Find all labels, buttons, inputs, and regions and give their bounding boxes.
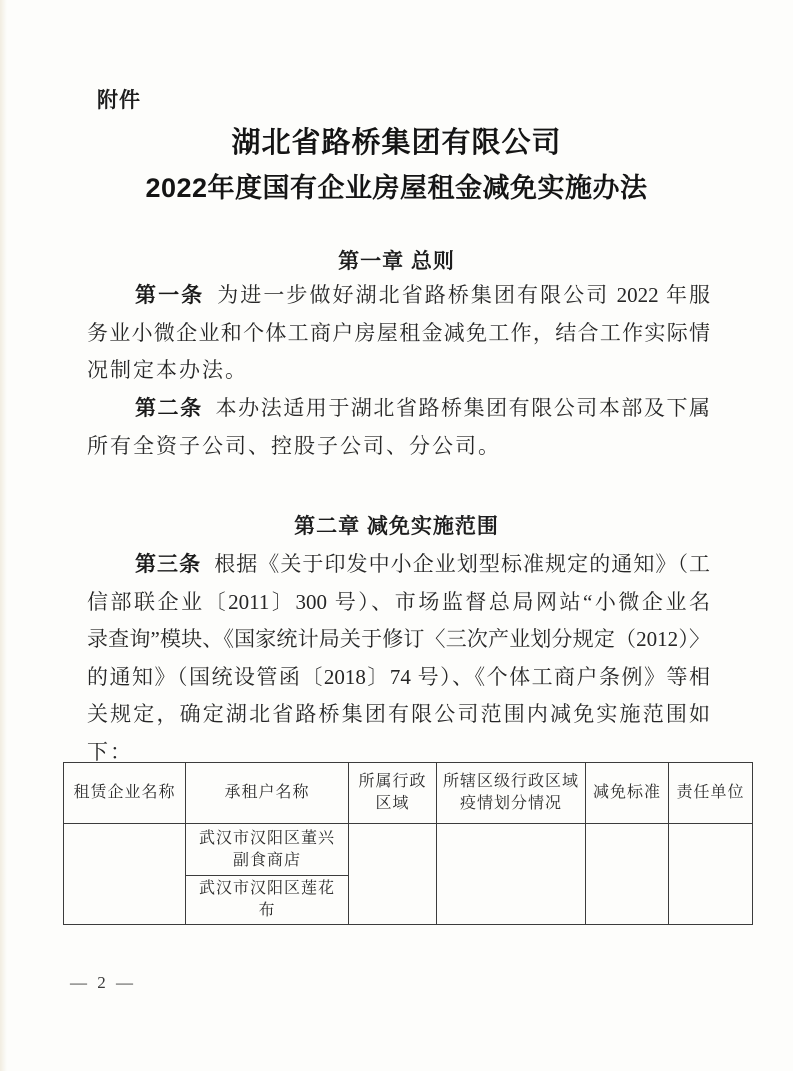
article-1-paragraph <box>87 277 710 390</box>
article-3-text: 根据《关于印发中小企业划型标准规定的通知》（工 <box>214 552 711 576</box>
chapter2-heading: 第二章 减免实施范围 <box>294 515 499 538</box>
reduction-scope-table <box>63 762 753 925</box>
article-1-line-3: 况制定本办法。 <box>87 358 248 382</box>
article-1-line-2: 务业小微企业和个体工商户房屋租金减免工作，结合工作实际情 <box>87 320 710 345</box>
article-3-line-2: 信部联企业〔2011〕300 号）、市场监督总局网站“小微企业名 <box>87 589 710 614</box>
page-number: — 2 — <box>70 973 136 992</box>
cell-tenant-name: 武汉市汉阳区莲花布 <box>186 876 349 925</box>
document-title-line1: 湖北省路桥集团有限公司 <box>231 127 562 159</box>
header-lessor-name: 租赁企业名称 <box>64 763 186 824</box>
article-2-term: 第二条 <box>135 397 203 420</box>
article-2-text: 本办法适用于湖北省路桥集团有限公司本部及下属 <box>215 396 710 420</box>
article-3-line-5: 关规定，确定湖北省路桥集团有限公司范围内减免实施范围如 <box>87 702 710 726</box>
article-3-line-3: 录查询”模块、《国家统计局关于修订〈三次产业划分规定（2012）〉 <box>87 627 710 651</box>
article-3-paragraph <box>87 546 710 771</box>
cell-admin-region-empty <box>349 824 437 925</box>
chapter1-heading: 第一章 总则 <box>338 250 455 273</box>
header-epidemic-zone: 所辖区级行政区域疫情划分情况 <box>437 763 586 824</box>
header-admin-region: 所属行政区域 <box>349 763 437 824</box>
header-responsible-unit: 责任单位 <box>669 763 753 824</box>
article-1-term: 第一条 <box>135 284 205 307</box>
article-3-term: 第三条 <box>135 553 202 576</box>
cell-epidemic-zone-empty <box>437 824 586 925</box>
attachment-label: 附件 <box>97 89 141 112</box>
article-2-line-2: 所有全资子公司、控股子公司、分公司。 <box>87 433 501 458</box>
table-header-row <box>64 763 753 824</box>
cell-lessor-name-empty <box>64 824 186 925</box>
document-title-line2: 2022年度国有企业房屋租金减免实施办法 <box>145 173 648 203</box>
cell-reduction-standard-empty <box>586 824 669 925</box>
article-1-line-1 <box>87 277 710 315</box>
cell-tenant-name: 武汉市汉阳区董兴副食商店 <box>186 824 349 876</box>
header-reduction-standard: 减免标准 <box>586 763 669 824</box>
article-3-line-6: 下： <box>87 739 133 764</box>
article-2-line-1 <box>87 390 710 428</box>
article-2-paragraph <box>87 390 710 465</box>
article-3-line-1 <box>87 546 710 584</box>
cell-responsible-unit-empty <box>669 824 753 925</box>
article-3-line-4: 的通知》（国统设管函〔2018〕74 号）、《个体工商户条例》等相 <box>87 664 710 689</box>
article-1-text: 为进一步做好湖北省路桥集团有限公司 2022 年服 <box>217 283 711 307</box>
table-row <box>64 824 753 876</box>
header-tenant-name: 承租户名称 <box>186 763 349 824</box>
